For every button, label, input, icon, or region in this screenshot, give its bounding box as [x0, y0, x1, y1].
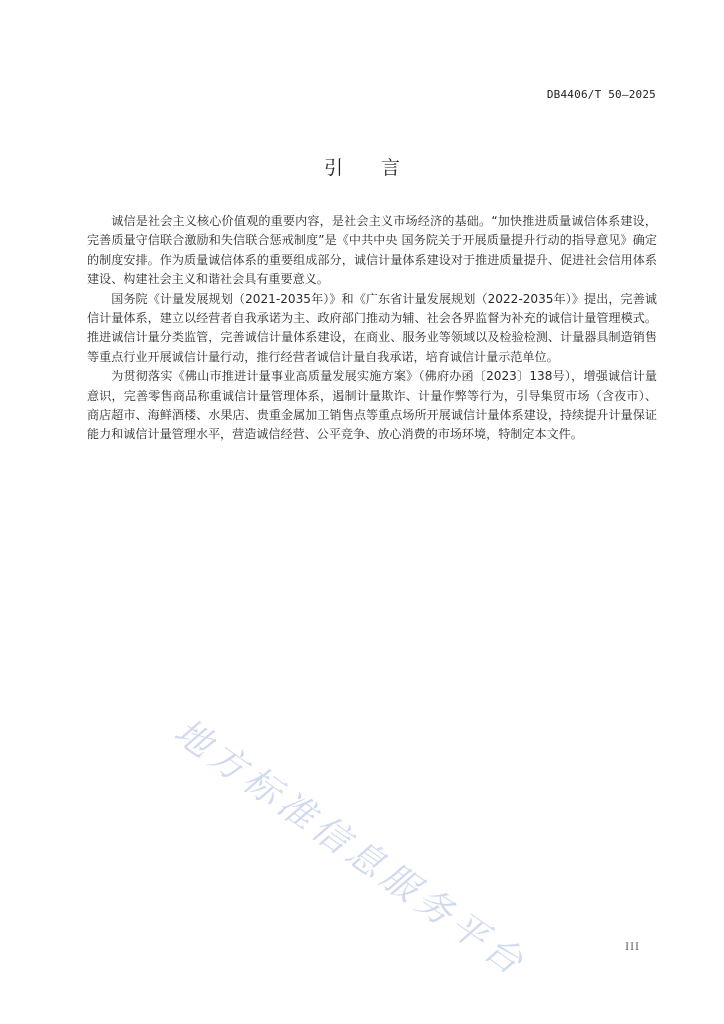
paragraph-3: 为贯彻落实《佛山市推进计量事业高质量发展实施方案》（佛府办函〔2023〕138号），增强诚信计量意识，完善零售商品称重诚信计量管理体系，遏制计量欺诈、计量作弊等行为，引导集贸市场（含夜市）、商店超市、海鲜酒楼、水果店、贵重金属加工销售点等重点场所开展诚信计量体系建设，持续提升计量保证能力和诚信计量管理水平，营造诚信经营、公平竞争、放心消费的市场环境，特制定本文件。	[87, 369, 657, 442]
document-code: DB4406/T 50—2025	[546, 88, 656, 101]
body-text	[87, 212, 657, 445]
page-number: III	[625, 942, 640, 953]
page-title: 引言	[323, 157, 438, 179]
paragraph-2: 国务院《计量发展规划（2021-2035年）》和《广东省计量发展规划（2022-2035年）》提出，完善诚信计量体系，建立以经营者自我承诺为主、政府部门推动为辅、社会各界监督为补充的诚信计量管理模式。推进诚信计量分类监管，完善诚信计量体系建设，在商业、服务业等领域以及检验检测、计量器具制造销售等重点行业开展诚信计量行动，推行经营者诚信计量自我承诺，培育诚信计量示范单位。	[87, 291, 657, 364]
paragraph-1: 诚信是社会主义核心价值观的重要内容，是社会主义市场经济的基础。“加快推进质量诚信体系建设，完善质量守信联合激励和失信联合惩戒制度”是《中共中央 国务院关于开展质量提升行动的指导意见》确定的制度安排。作为质量诚信体系的重要组成部分，诚信计量体系建设对于推进质量提升、促进社会信用体系建设、构建社会主义和谐社会具有重要意义。	[87, 214, 657, 287]
watermark: 地方标准信息服务平台	[166, 711, 535, 986]
